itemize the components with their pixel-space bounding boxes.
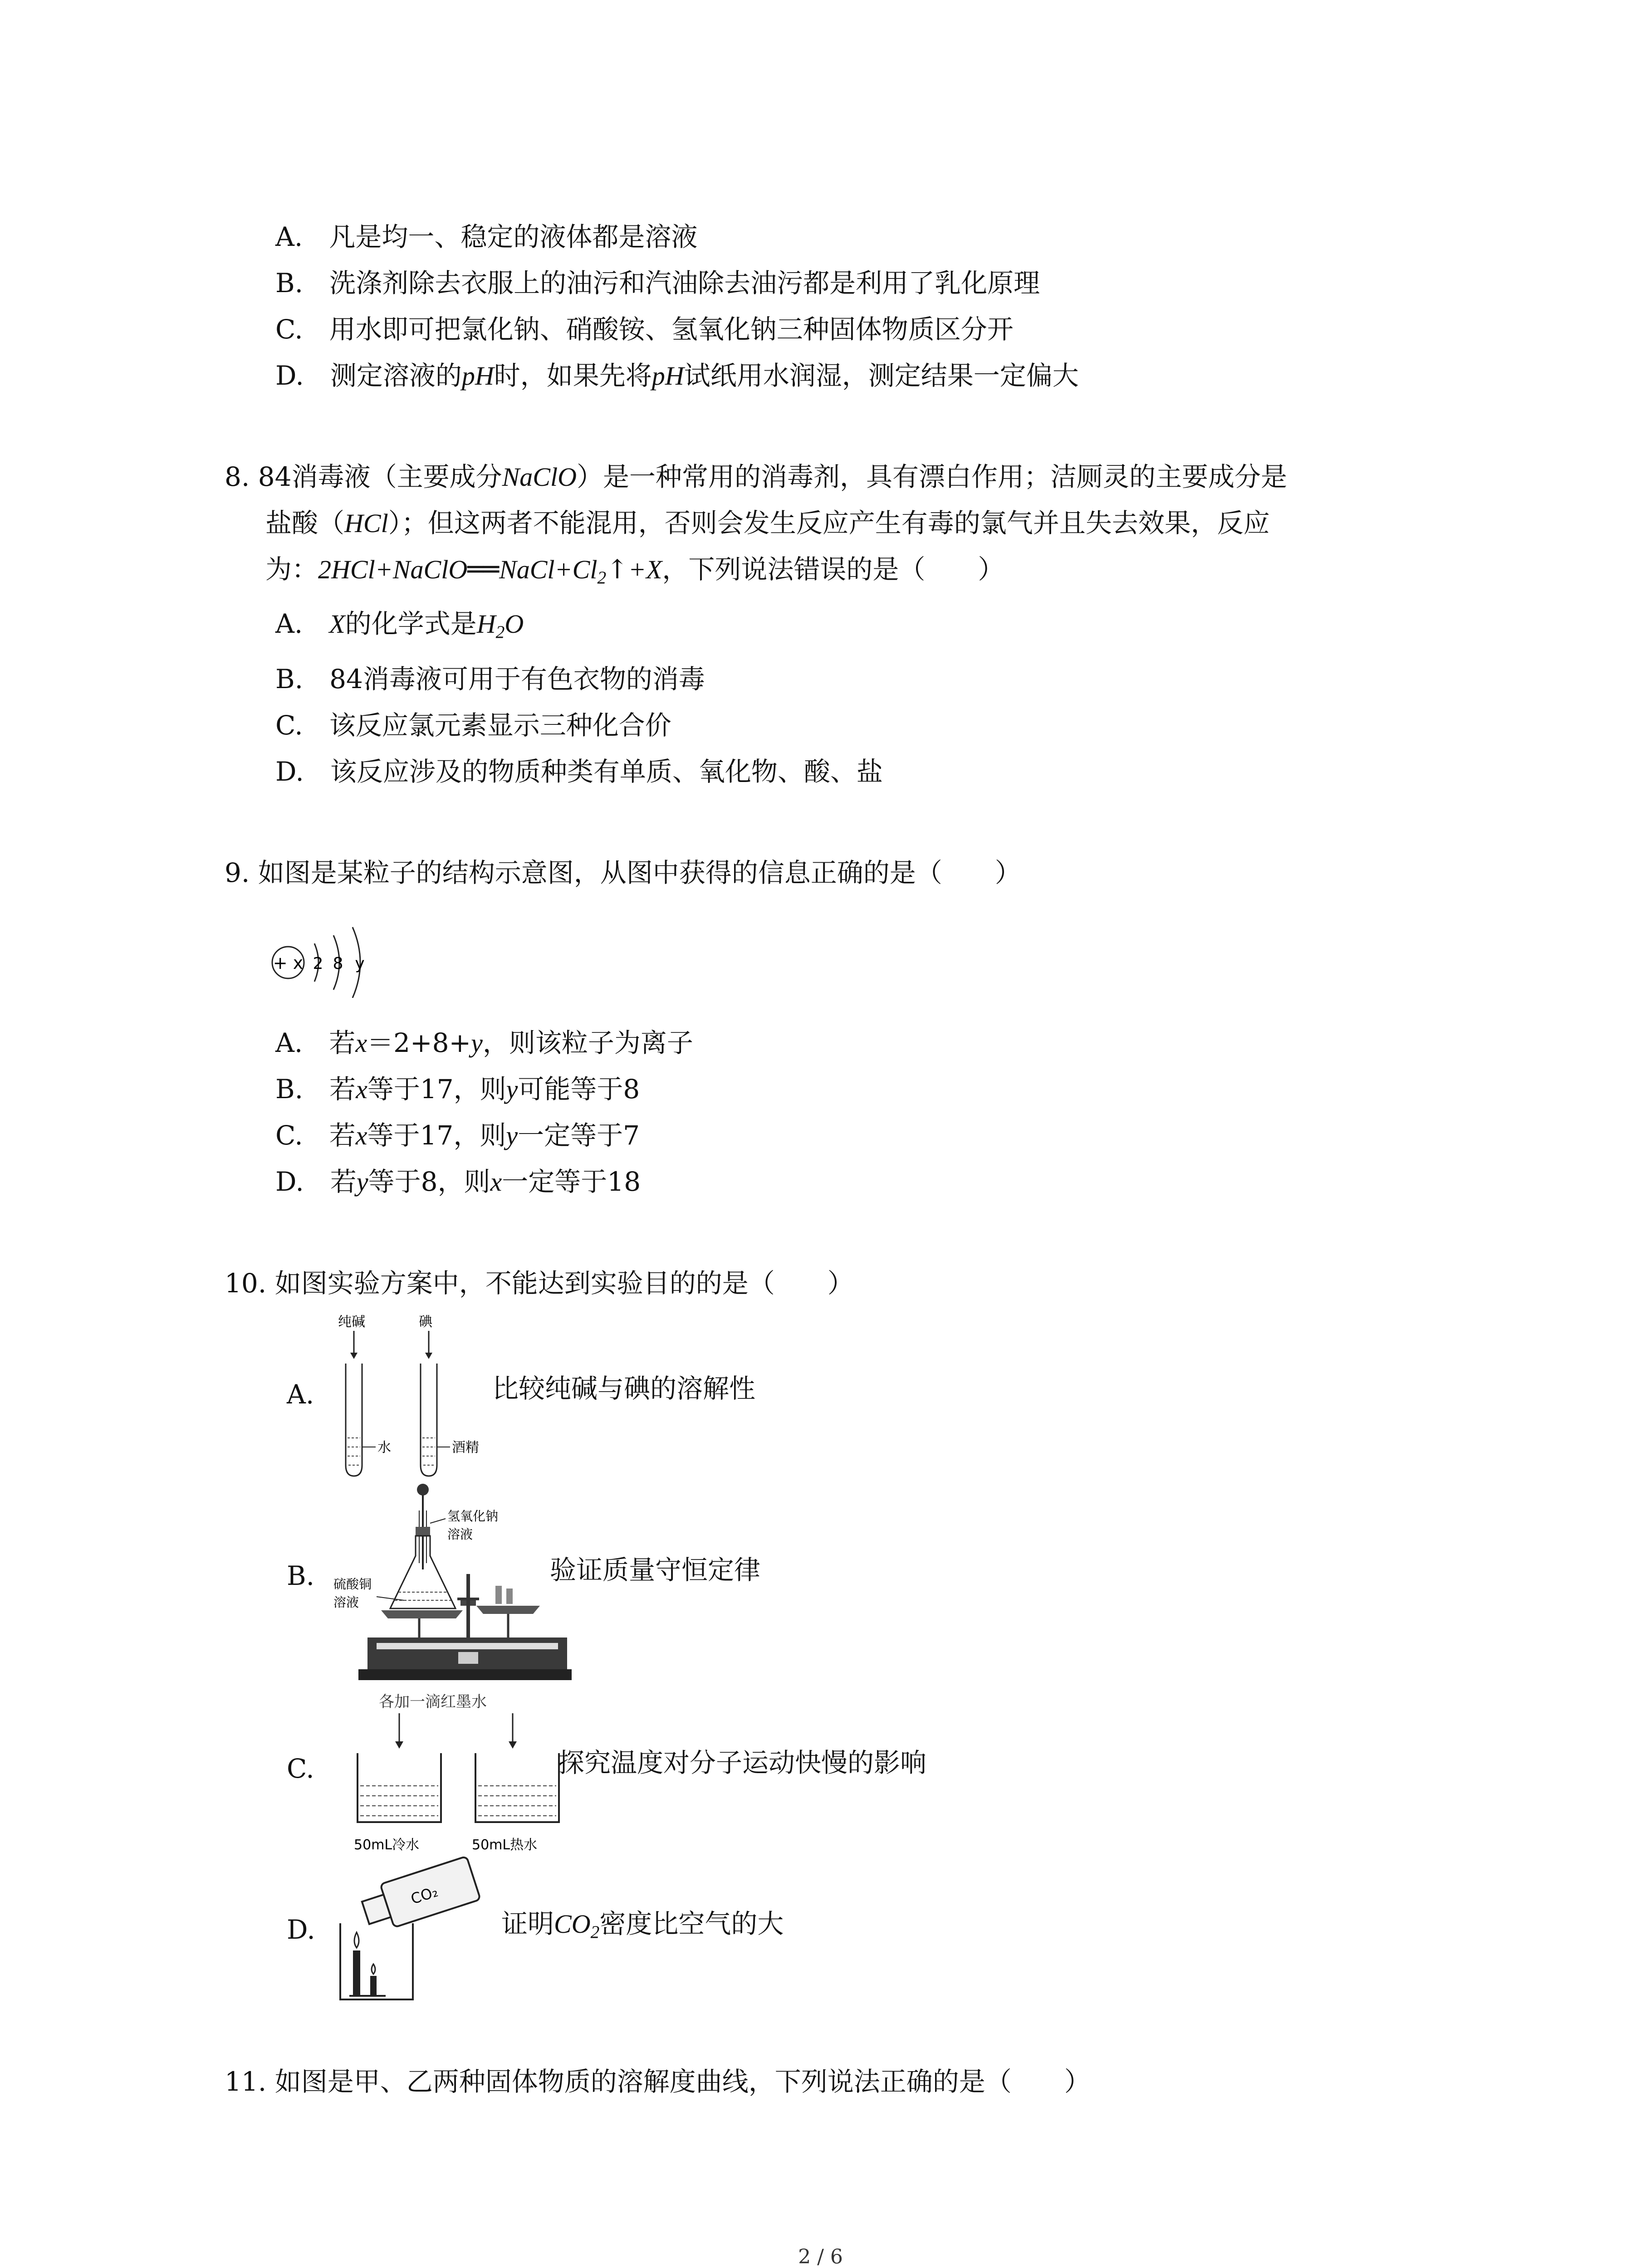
co2-pouring-diagram	[327, 1855, 517, 2009]
q8-option-d: D. 该反应涉及的物质种类有单质、氧化物、酸、盐	[275, 756, 883, 787]
q9-option-a: A. 若x＝2+8+y，则该粒子为离子	[275, 1027, 693, 1058]
page-number: 2 / 6	[798, 2245, 843, 2268]
label-naoh-1: 氢氧化钠	[447, 1509, 499, 1524]
q8-option-c: C. 该反应氯元素显示三种化合价	[275, 710, 671, 741]
label-iodine: 碘	[419, 1314, 432, 1330]
q10-option-b-text: 验证质量守恒定律	[550, 1554, 761, 1585]
q8-stem-line-2: 盐酸（HCl）；但这两者不能混用，否则会发生反应产生有毒的氯气并且失去效果，反应	[265, 508, 1270, 538]
q11-stem: 11. 如图是甲、乙两种固体物质的溶解度曲线，下列说法正确的是（ ）	[225, 2066, 1091, 2097]
q7-option-c: C. 用水即可把氯化钠、硝酸铵、氢氧化钠三种固体物质区分开	[275, 314, 1014, 345]
q10-option-c-letter: C.	[287, 1753, 314, 1784]
q10-option-b-letter: B.	[287, 1560, 315, 1591]
q9-option-c: C. 若x等于17，则y一定等于7	[275, 1120, 640, 1151]
q7-option-d: D. 测定溶液的pH时，如果先将pH试纸用水润湿，测定结果一定偏大	[275, 360, 1079, 391]
balance-flask-diagram	[327, 1483, 572, 1683]
q9-stem: 9. 如图是某粒子的结构示意图，从图中获得的信息正确的是（ ）	[225, 857, 1021, 888]
q8-option-b: B. 84消毒液可用于有色衣物的消毒	[275, 664, 705, 694]
label-soda-ash: 纯碱	[338, 1314, 365, 1330]
q10-stem: 10. 如图实验方案中，不能达到实验目的的是（ ）	[225, 1268, 854, 1299]
label-hot-water: 50mL热水	[472, 1837, 538, 1853]
q8-stem-line-1: 8. 84消毒液（主要成分NaClO）是一种常用的消毒剂，具有漂白作用；洁厕灵的主要成分是	[225, 461, 1287, 492]
label-cuso4-2: 溶液	[333, 1595, 359, 1610]
q8-option-a: A. X的化学式是H2O	[275, 608, 524, 642]
shell-2-electrons: 8	[333, 954, 343, 973]
test-tubes-diagram	[327, 1311, 499, 1488]
q7-option-b: B. 洗涤剂除去衣服上的油污和汽油除去油污都是利用了乳化原理	[275, 268, 1040, 298]
atom-structure-diagram	[265, 912, 383, 998]
q9-option-d: D. 若y等于8，则x一定等于18	[275, 1166, 641, 1197]
q9-option-b: B. 若x等于17，则y可能等于8	[275, 1074, 640, 1105]
shell-1-electrons: 2	[313, 954, 323, 973]
label-alcohol: 酒精	[452, 1440, 479, 1456]
label-water: 水	[377, 1440, 391, 1456]
q10-option-a-text: 比较纯碱与碘的溶解性	[492, 1373, 756, 1404]
shell-3-electrons: y	[355, 954, 365, 973]
label-add-red-ink: 各加一滴红墨水	[379, 1693, 487, 1711]
label-naoh-2: 溶液	[447, 1527, 473, 1542]
label-cuso4-1: 硫酸铜	[333, 1577, 372, 1592]
q10-option-a-letter: A.	[287, 1379, 314, 1410]
q10-option-d-letter: D.	[287, 1914, 315, 1945]
q8-stem-line-3: 为：2HCl+NaClO══NaCl+Cl2↑+X，下列说法错误的是（ ）	[265, 554, 1004, 588]
beakers-temperature-diagram	[327, 1685, 581, 1867]
nucleus-charge-label: + x	[273, 953, 304, 973]
q10-option-d-text: 证明CO2密度比空气的大	[501, 1908, 784, 1942]
label-cold-water: 50mL冷水	[354, 1837, 420, 1853]
q10-option-c-text: 探究温度对分子运动快慢的影响	[558, 1747, 927, 1778]
q7-option-a: A. 凡是均一、稳定的液体都是溶液	[275, 221, 698, 252]
co2-bottle-label: CO₂	[408, 1882, 440, 1908]
